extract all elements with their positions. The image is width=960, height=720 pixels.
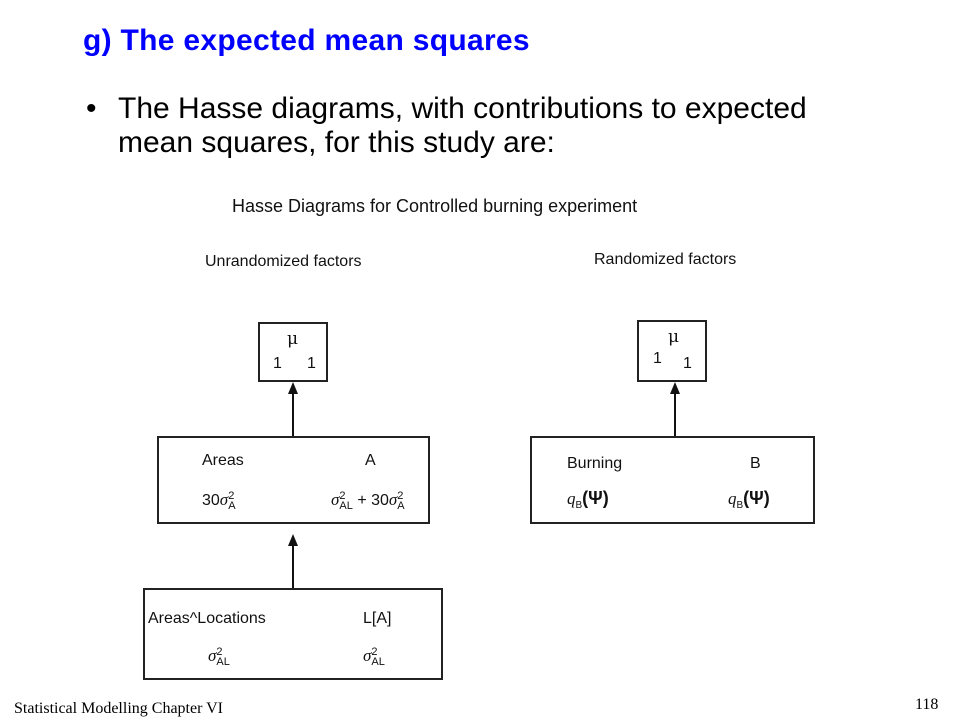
randomized-burning-box bbox=[530, 436, 815, 524]
areas-left-ems bbox=[202, 490, 236, 511]
q-symbol: q bbox=[567, 489, 576, 508]
sigma-symbol: σ bbox=[331, 490, 340, 509]
sigma-subsup: 2 A bbox=[397, 489, 405, 512]
randomized-mu-right: 1 bbox=[683, 355, 692, 372]
unrandomized-areas-box bbox=[157, 436, 430, 524]
sigma-symbol: σ bbox=[219, 490, 229, 509]
areas-left-coef: 30 bbox=[202, 492, 220, 509]
q-symbol: q bbox=[728, 489, 737, 508]
figure-heading: Hasse Diagrams for Controlled burning experiment bbox=[232, 196, 638, 216]
arrow-head-icon bbox=[288, 534, 298, 546]
randomized-mu-box bbox=[637, 320, 707, 382]
areas-right-coef: 30 bbox=[371, 492, 389, 509]
page-number: 118 bbox=[915, 696, 939, 713]
slide-title: g) The expected mean squares bbox=[83, 24, 530, 57]
locations-label: Areas^Locations bbox=[148, 610, 266, 627]
sigma-symbol: σ bbox=[363, 646, 372, 665]
unrandomized-mu-right: 1 bbox=[307, 355, 316, 372]
burning-label: Burning bbox=[567, 455, 623, 472]
burning-symbol: B bbox=[750, 455, 761, 472]
psi-symbol: (Ψ) bbox=[582, 488, 609, 508]
sigma-symbol: σ bbox=[388, 490, 398, 509]
areas-right-ems bbox=[331, 490, 405, 511]
burning-right-ems: $q_B(\Psi)$ bbox=[728, 488, 770, 512]
sigma-symbol: σ bbox=[208, 646, 217, 665]
locations-left-ems bbox=[208, 646, 230, 667]
bullet-dot-icon: • bbox=[86, 92, 97, 125]
arrow-head-icon bbox=[670, 382, 680, 394]
randomized-label: Randomized factors bbox=[594, 251, 737, 268]
footer-left: Statistical Modelling Chapter VI bbox=[14, 700, 224, 717]
plus-sign: + bbox=[357, 492, 367, 509]
sigma-subsup: 2 A bbox=[228, 489, 236, 512]
burning-left-ems: $q_B(\Psi)$ bbox=[567, 488, 609, 512]
bullet-text: The Hasse diagrams, with contributions to expected mean squares, for this study are: bbox=[118, 92, 807, 159]
randomized-mu-symbol: μ bbox=[668, 327, 680, 347]
psi-symbol: (Ψ) bbox=[743, 488, 770, 508]
unrandomized-label: Unrandomized factors bbox=[205, 253, 362, 270]
randomized-mu-left: 1 bbox=[653, 350, 662, 367]
unrandomized-mu-box bbox=[258, 322, 328, 382]
unrandomized-mu-symbol: μ bbox=[287, 329, 299, 349]
areas-label: Areas bbox=[202, 452, 244, 469]
unrandomized-locations-box bbox=[143, 588, 443, 680]
sigma-subsup: 2 AL bbox=[371, 645, 385, 668]
sigma-subsup: 2 AL bbox=[216, 645, 230, 668]
arrow-areas-to-mu bbox=[292, 392, 294, 436]
sigma-subsup: 2 AL bbox=[339, 489, 353, 512]
locations-right-ems bbox=[363, 646, 385, 667]
locations-symbol: L[A] bbox=[363, 610, 392, 627]
arrow-head-icon bbox=[288, 382, 298, 394]
areas-symbol: A bbox=[365, 452, 376, 469]
arrow-locations-to-areas bbox=[292, 544, 294, 589]
arrow-burning-to-mu bbox=[674, 392, 676, 436]
unrandomized-mu-left: 1 bbox=[273, 355, 282, 372]
